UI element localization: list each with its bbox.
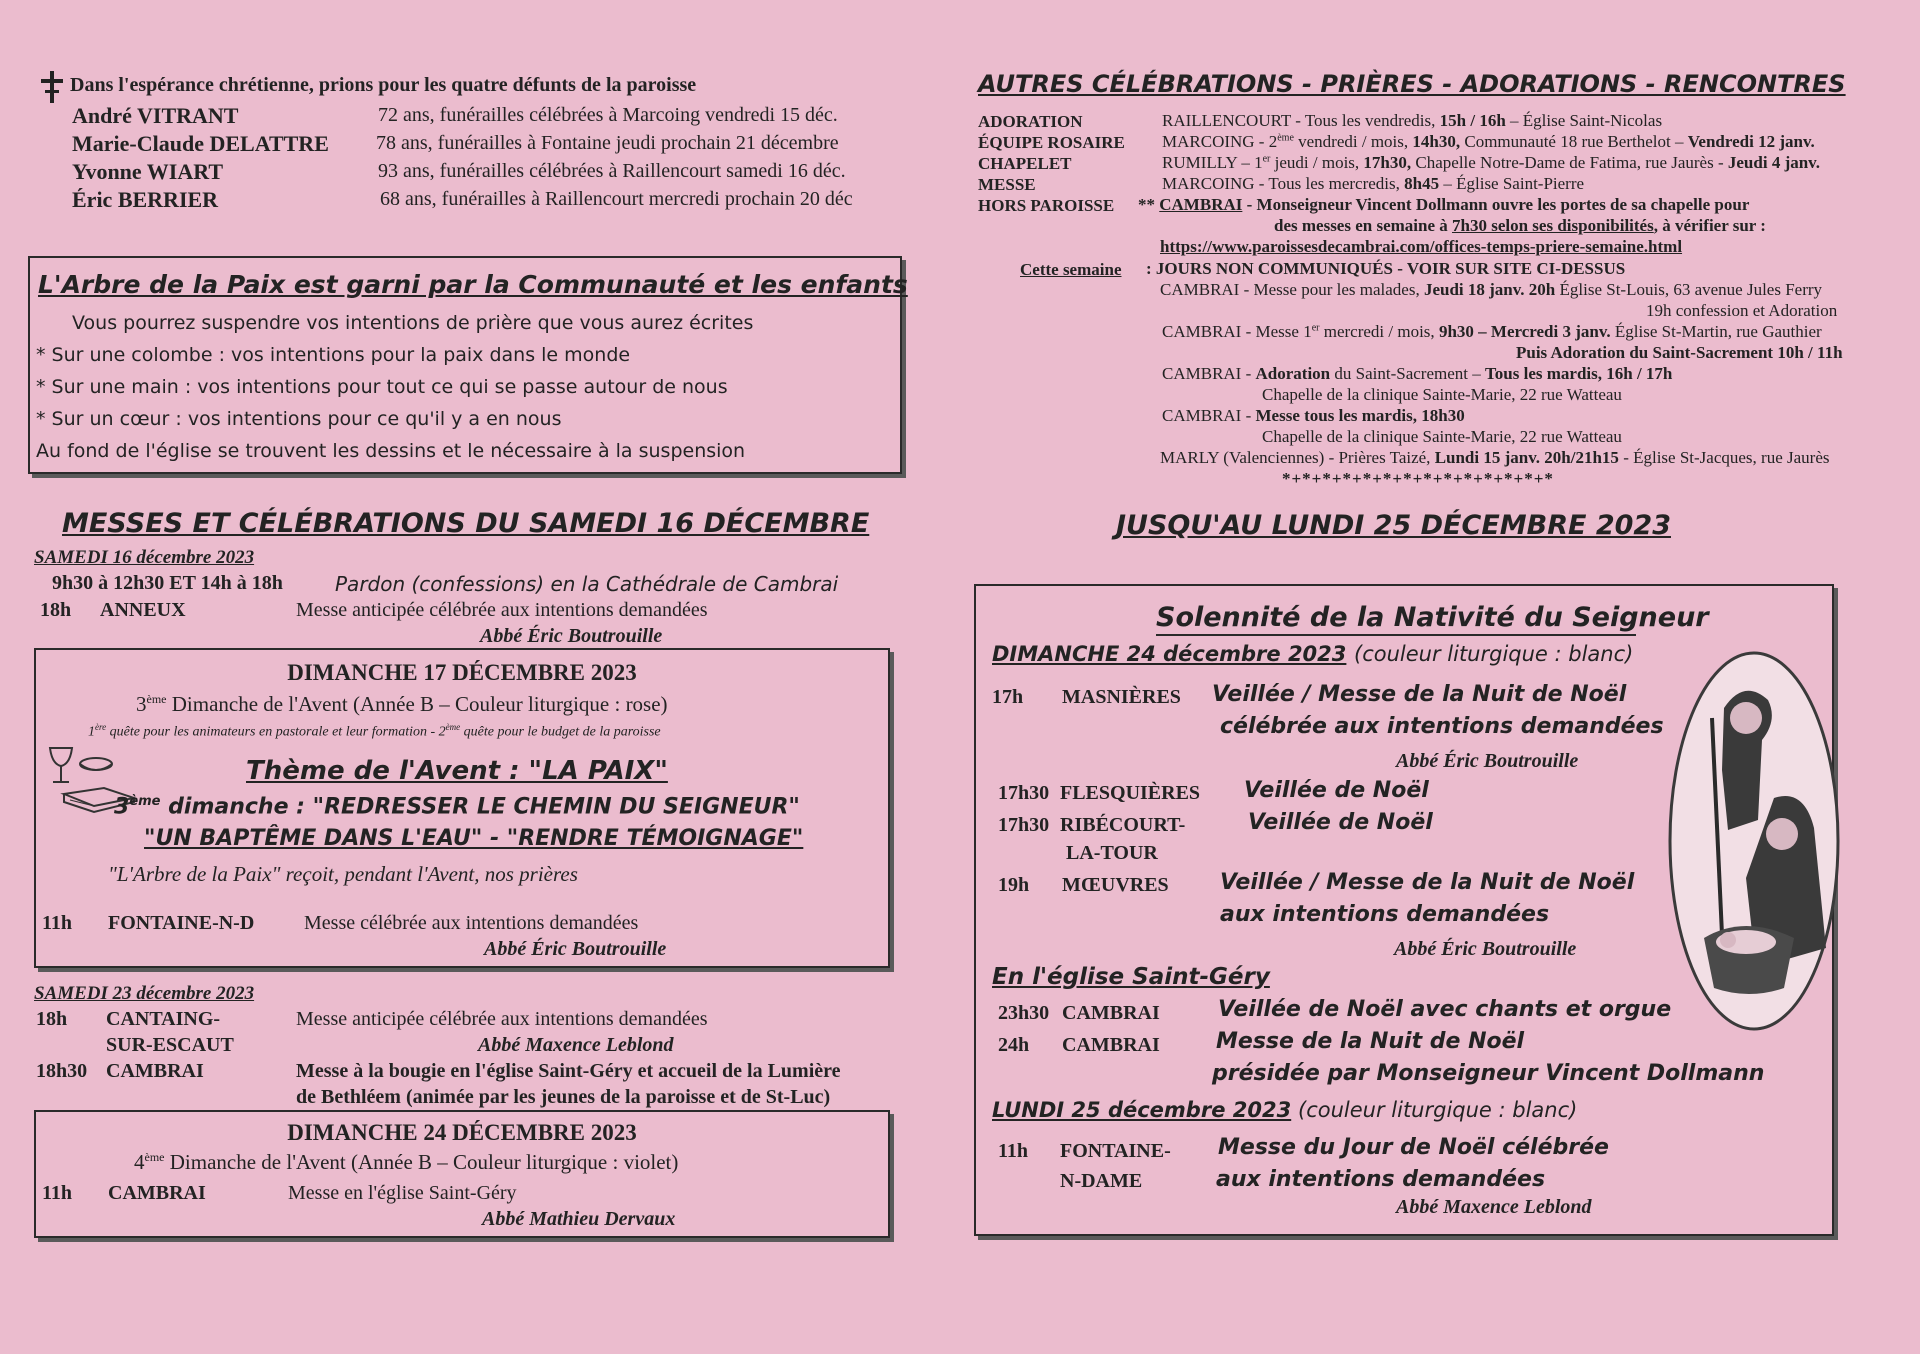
messes-heading: MESSES ET CÉLÉBRATIONS DU SAMEDI 16 DÉCEMBRE — [62, 508, 870, 539]
event-time: 19h — [998, 874, 1030, 896]
deceased-intro: Dans l'espérance chrétienne, prions pour les quatre défunts de la paroisse — [70, 74, 697, 96]
category-label: HORS PAROISSE — [978, 196, 1115, 215]
info-line: MARLY (Valenciennes) - Prières Taizé, Lundi 15 janv. 20h/21h15 - Église St-Jacques, rue Jaurès — [1160, 448, 1830, 467]
arbre-line: * Sur une main : vos intentions pour tout ce qui se passe autour de nous — [36, 376, 728, 398]
st-gery-heading: En l'église Saint-Géry — [992, 964, 1270, 990]
event-time: 23h30 — [998, 1002, 1050, 1024]
category-label: ADORATION — [978, 112, 1083, 131]
event-time: 17h30 — [998, 782, 1050, 804]
sat23-date: SAMEDI 23 décembre 2023 — [34, 983, 255, 1004]
deceased-name: Éric BERRIER — [72, 187, 219, 212]
category-text: MARCOING - 2ème vendredi / mois, 14h30, Communauté 18 rue Berthelot – Vendredi 12 janv. — [1162, 132, 1815, 151]
jusquau-heading: JUSQU'AU LUNDI 25 DÉCEMBRE 2023 — [1116, 510, 1671, 541]
sun17-title: DIMANCHE 17 DÉCEMBRE 2023 — [287, 660, 637, 685]
category-label: CHAPELET — [978, 154, 1072, 173]
event-time: 17h30 — [998, 814, 1050, 836]
event-desc: Messe anticipée célébrée aux intentions demandées — [296, 599, 708, 621]
sunday17-box — [34, 648, 890, 968]
deceased-info: 68 ans, funérailles à Raillencourt mercredi prochain 20 déc — [380, 188, 853, 210]
event-priest: Abbé Éric Boutrouille — [480, 625, 663, 647]
info-line: Chapelle de la clinique Sainte-Marie, 22 rue Watteau — [1262, 427, 1622, 446]
event-place: MŒUVRES — [1062, 874, 1169, 896]
nativite-title-underline — [1156, 634, 1636, 636]
event-place: CAMBRAI — [108, 1182, 206, 1204]
event-time: 18h — [40, 599, 72, 621]
hors-line1: ** CAMBRAI - Monseigneur Vincent Dollmann ouvre les portes de sa chapelle pour — [1138, 195, 1750, 214]
sat16-date: SAMEDI 16 décembre 2023 — [34, 547, 255, 568]
event-place: CAMBRAI — [1062, 1002, 1160, 1024]
info-line: CAMBRAI - Adoration du Saint-Sacrement – Tous les mardis, 16h / 17h — [1162, 364, 1673, 383]
event-time: 18h — [36, 1008, 68, 1030]
event-priest: Abbé Éric Boutrouille — [1394, 938, 1577, 960]
site-link[interactable]: https://www.paroissesdecambrai.com/offices-temps-priere-semaine.html — [1160, 237, 1683, 256]
event-place: FONTAINE- — [1060, 1140, 1171, 1162]
event-place: CAMBRAI — [106, 1060, 204, 1082]
event-place: SUR-ESCAUT — [106, 1034, 234, 1056]
sun17-theme2: 3ème dimanche : "REDRESSER LE CHEMIN DU SEIGNEUR" — [114, 794, 800, 820]
category-text: MARCOING - Tous les mercredis, 8h45 – Église Saint-Pierre — [1162, 174, 1585, 193]
sunday24-box — [34, 1110, 890, 1238]
event-place: CAMBRAI — [1062, 1034, 1160, 1056]
event-time: 11h — [42, 912, 73, 934]
week-text: : JOURS NON COMMUNIQUÉS - VOIR SUR SITE CI-DESSUS — [1146, 259, 1626, 278]
nat-mon-date: LUNDI 25 décembre 2023 — [992, 1098, 1292, 1122]
stars-divider: *+*+*+*+*+*+*+*+*+*+*+*+*+* — [1282, 469, 1554, 488]
sun17-subtitle: 3ème Dimanche de l'Avent (Année B – Couleur liturgique : rose) — [136, 692, 668, 716]
info-line: CAMBRAI - Messe 1er mercredi / mois, 9h30 – Mercredi 3 janv. Église St-Martin, rue Gauthier — [1162, 322, 1822, 341]
event-desc: Veillée de Noël — [1244, 778, 1429, 803]
event-desc: Messe à la bougie en l'église Saint-Géry et accueil de la Lumière — [296, 1060, 841, 1082]
event-priest: Abbé Mathieu Dervaux — [482, 1208, 676, 1230]
arbre-line: * Sur un cœur : vos intentions pour ce qu'il y a en nous — [36, 408, 562, 430]
event-desc: Messe de la Nuit de Noël — [1216, 1029, 1525, 1054]
arbre-line: * Sur une colombe : vos intentions pour la paix dans le monde — [36, 344, 631, 366]
event-desc: Veillée de Noël — [1248, 810, 1433, 835]
info-line: CAMBRAI - Messe tous les mardis, 18h30 — [1162, 406, 1465, 425]
event-place: LA-TOUR — [1066, 842, 1158, 864]
info-line: CAMBRAI - Messe pour les malades, Jeudi 18 janv. 20h Église St-Louis, 63 avenue Jules Ferry — [1160, 280, 1823, 299]
event-place: RIBÉCOURT- — [1060, 814, 1186, 836]
sun17-theme3: "UN BAPTÊME DANS L'EAU" - "RENDRE TÉMOIGNAGE" — [144, 826, 804, 851]
event-desc: de Bethléem (animée par les jeunes de la paroisse et de St-Luc) — [296, 1086, 831, 1108]
info-line: Puis Adoration du Saint-Sacrement 10h / 11h — [1516, 343, 1843, 362]
event-time: 11h — [42, 1182, 73, 1204]
info-line: Chapelle de la clinique Sainte-Marie, 22 rue Watteau — [1262, 385, 1622, 404]
category-text: RAILLENCOURT - Tous les vendredis, 15h / 16h – Église Saint-Nicolas — [1162, 111, 1663, 130]
sun17-theme: Thème de l'Avent : "LA PAIX" — [246, 756, 668, 786]
deceased-info: 78 ans, funérailles à Fontaine jeudi prochain 21 décembre — [376, 132, 839, 154]
deceased-name: Yvonne WIART — [72, 159, 224, 184]
event-time: 17h — [992, 686, 1024, 708]
event-time: 24h — [998, 1034, 1030, 1056]
event-desc: Messe en l'église Saint-Géry — [288, 1182, 517, 1204]
cross-icon — [38, 70, 66, 104]
sun17-quetes: 1ère quête pour les animateurs en pastorale et leur formation - 2ème quête pour le budget de la paroisse — [88, 722, 661, 740]
arbre-line: Vous pourrez suspendre vos intentions de prière que vous aurez écrites — [72, 312, 754, 334]
event-desc: Messe anticipée célébrée aux intentions demandées — [296, 1008, 708, 1030]
event-desc: Veillée de Noël avec chants et orgue — [1218, 997, 1672, 1022]
event-priest: Abbé Éric Boutrouille — [484, 938, 667, 960]
info-line: 19h confession et Adoration — [1646, 301, 1838, 320]
arbre-line: Au fond de l'église se trouvent les dessins et le nécessaire à la suspension — [36, 440, 746, 462]
event-desc: présidée par Monseigneur Vincent Dollmann — [1212, 1061, 1765, 1086]
deceased-info: 93 ans, funérailles célébrées à Raillencourt samedi 16 déc. — [378, 160, 846, 182]
nat-mon-color: (couleur liturgique : blanc) — [1298, 1098, 1578, 1122]
nativite-title: Solennité de la Nativité du Seigneur — [1156, 602, 1709, 633]
pardon-text: Pardon (confessions) en la Cathédrale de Cambrai — [335, 572, 839, 596]
event-place: FLESQUIÈRES — [1060, 782, 1201, 804]
event-time: 11h — [998, 1140, 1029, 1162]
event-priest: Abbé Éric Boutrouille — [1396, 750, 1579, 772]
nativity-illustration — [1664, 648, 1844, 1034]
nat-sun-date: DIMANCHE 24 décembre 2023 — [992, 642, 1347, 666]
event-place: FONTAINE-N-D — [108, 912, 255, 934]
sun24-title: DIMANCHE 24 DÉCEMBRE 2023 — [287, 1120, 637, 1145]
event-place: ANNEUX — [100, 599, 186, 621]
event-place: CANTAING- — [106, 1008, 221, 1030]
event-place: MASNIÈRES — [1062, 686, 1181, 708]
event-priest: Abbé Maxence Leblond — [478, 1034, 674, 1056]
event-desc: célébrée aux intentions demandées — [1220, 714, 1664, 739]
event-desc: aux intentions demandées — [1216, 1167, 1546, 1192]
category-text: RUMILLY – 1er jeudi / mois, 17h30, Chapelle Notre-Dame de Fatima, rue Jaurès - Jeudi 4 janv. — [1162, 153, 1820, 172]
event-desc: Veillée / Messe de la Nuit de Noël — [1220, 870, 1635, 895]
arbre-title: L'Arbre de la Paix est garni par la Communauté et les enfants — [38, 270, 908, 299]
event-time: 18h30 — [36, 1060, 88, 1082]
event-place: N-DAME — [1060, 1170, 1143, 1192]
nat-sun-color: (couleur liturgique : blanc) — [1354, 642, 1634, 666]
event-desc: Veillée / Messe de la Nuit de Noël — [1212, 682, 1627, 707]
hors-line2: des messes en semaine à 7h30 selon ses disponibilités, à vérifier sur : — [1274, 216, 1766, 235]
deceased-name: André VITRANT — [72, 103, 239, 128]
sun17-theme4: "L'Arbre de la Paix" reçoit, pendant l'Avent, nos prières — [108, 862, 578, 886]
autres-heading: AUTRES CÉLÉBRATIONS - PRIÈRES - ADORATIONS - RENCONTRES — [978, 70, 1846, 98]
arbre-paix-box — [28, 256, 908, 474]
deceased-name: Marie-Claude DELATTRE — [72, 131, 329, 156]
sun24-subtitle: 4ème Dimanche de l'Avent (Année B – Couleur liturgique : violet) — [134, 1150, 679, 1174]
event-desc: Messe célébrée aux intentions demandées — [304, 912, 639, 934]
week-label: Cette semaine — [1020, 260, 1122, 279]
nativite-box — [974, 584, 1834, 1236]
event-priest: Abbé Maxence Leblond — [1396, 1196, 1592, 1218]
category-label: MESSE — [978, 175, 1036, 194]
event-desc: Messe du Jour de Noël célébrée — [1218, 1135, 1609, 1160]
category-label: ÉQUIPE ROSAIRE — [978, 133, 1125, 152]
pardon-time: 9h30 à 12h30 ET 14h à 18h — [52, 572, 283, 594]
event-desc: aux intentions demandées — [1220, 902, 1550, 927]
deceased-info: 72 ans, funérailles célébrées à Marcoing vendredi 15 déc. — [378, 104, 838, 126]
